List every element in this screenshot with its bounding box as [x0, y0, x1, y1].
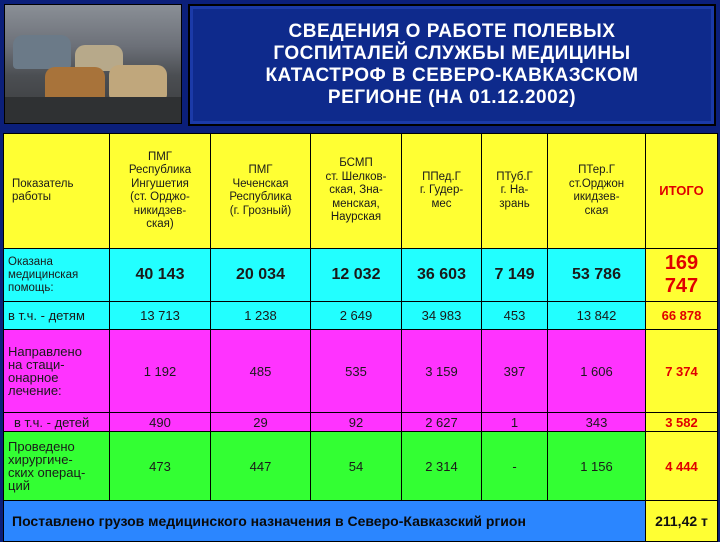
supplies-label: Поставлено грузов медицинского назначения в Северо-Кавказский ргион — [4, 501, 646, 542]
table-row — [4, 302, 718, 330]
table-cell: 13 713 — [110, 302, 211, 330]
column-header: БСМП ст. Шелков- ская, Зна- менская, Наурская — [311, 134, 402, 249]
table-cell: 485 — [211, 330, 311, 413]
page-title: СВЕДЕНИЯ О РАБОТЕ ПОЛЕВЫХ ГОСПИТАЛЕЙ СЛУЖБЫ МЕДИЦИНЫ КАТАСТРОФ В СЕВЕРО-КАВКАЗСКОМ РЕГИОНЕ (НА 01.12.2002) — [265, 21, 639, 108]
table-cell: 535 — [311, 330, 402, 413]
table-cell: 2 627 — [402, 413, 482, 432]
trailer-shape — [109, 65, 167, 99]
row-label: Оказана медицинская помощь: — [4, 249, 110, 302]
total-cell: 3 582 — [646, 413, 718, 432]
row-label: Проведено хирургиче- ских операц- ций — [4, 432, 110, 501]
table-cell: 34 983 — [402, 302, 482, 330]
trailer-shape — [13, 35, 71, 69]
table-cell: 490 — [110, 413, 211, 432]
column-header: ПМГ Чеченская Республика (г. Грозный) — [211, 134, 311, 249]
title-frame — [188, 4, 716, 126]
column-header: ПМГ Республика Ингушетия (ст. Орджо- никидзев- ская) — [110, 134, 211, 249]
table-cell: 20 034 — [211, 249, 311, 302]
column-header: Показатель работы — [4, 134, 110, 249]
table-row — [4, 432, 718, 501]
table-cell: 473 — [110, 432, 211, 501]
table-cell: 1 606 — [548, 330, 646, 413]
table-cell: 54 — [311, 432, 402, 501]
table-cell: 13 842 — [548, 302, 646, 330]
hospital-trailers-photo — [4, 4, 182, 124]
supplies-value: 211,42 т — [646, 501, 718, 542]
table-cell: - — [482, 432, 548, 501]
table-cell: 343 — [548, 413, 646, 432]
table-cell: 29 — [211, 413, 311, 432]
table-cell: 53 786 — [548, 249, 646, 302]
table-cell: 3 159 — [402, 330, 482, 413]
table-cell: 2 649 — [311, 302, 402, 330]
column-header-total: ИТОГО — [646, 134, 718, 249]
table-cell: 1 156 — [548, 432, 646, 501]
table-cell: 40 143 — [110, 249, 211, 302]
row-label: в т.ч. - детям — [4, 302, 110, 330]
row-label: Направлено на стаци- онарное лечение: — [4, 330, 110, 413]
ground-shape — [5, 97, 181, 123]
table-cell: 36 603 — [402, 249, 482, 302]
row-label: в т.ч. - детей — [4, 413, 110, 432]
table-cell: 2 314 — [402, 432, 482, 501]
table-cell: 12 032 — [311, 249, 402, 302]
table-cell: 7 149 — [482, 249, 548, 302]
table-row — [4, 249, 718, 302]
hospital-stats-table — [3, 133, 718, 542]
table-cell: 397 — [482, 330, 548, 413]
table-cell: 1 238 — [211, 302, 311, 330]
total-cell: 66 878 — [646, 302, 718, 330]
table-cell: 1 — [482, 413, 548, 432]
table-row — [4, 413, 718, 432]
table-row — [4, 330, 718, 413]
total-cell: 4 444 — [646, 432, 718, 501]
table-cell: 1 192 — [110, 330, 211, 413]
table-cell: 447 — [211, 432, 311, 501]
table-cell: 453 — [482, 302, 548, 330]
total-cell: 7 374 — [646, 330, 718, 413]
hospital-stats-table-wrapper — [3, 133, 717, 538]
total-cell: 169 747 — [646, 249, 718, 302]
table-header-row — [4, 134, 718, 249]
column-header: ППед.Г г. Гудер- мес — [402, 134, 482, 249]
table-cell: 92 — [311, 413, 402, 432]
column-header: ПТуб.Г г. На- зрань — [482, 134, 548, 249]
supplies-row — [4, 501, 718, 542]
column-header: ПТер.Г ст.Орджон икидзев- ская — [548, 134, 646, 249]
